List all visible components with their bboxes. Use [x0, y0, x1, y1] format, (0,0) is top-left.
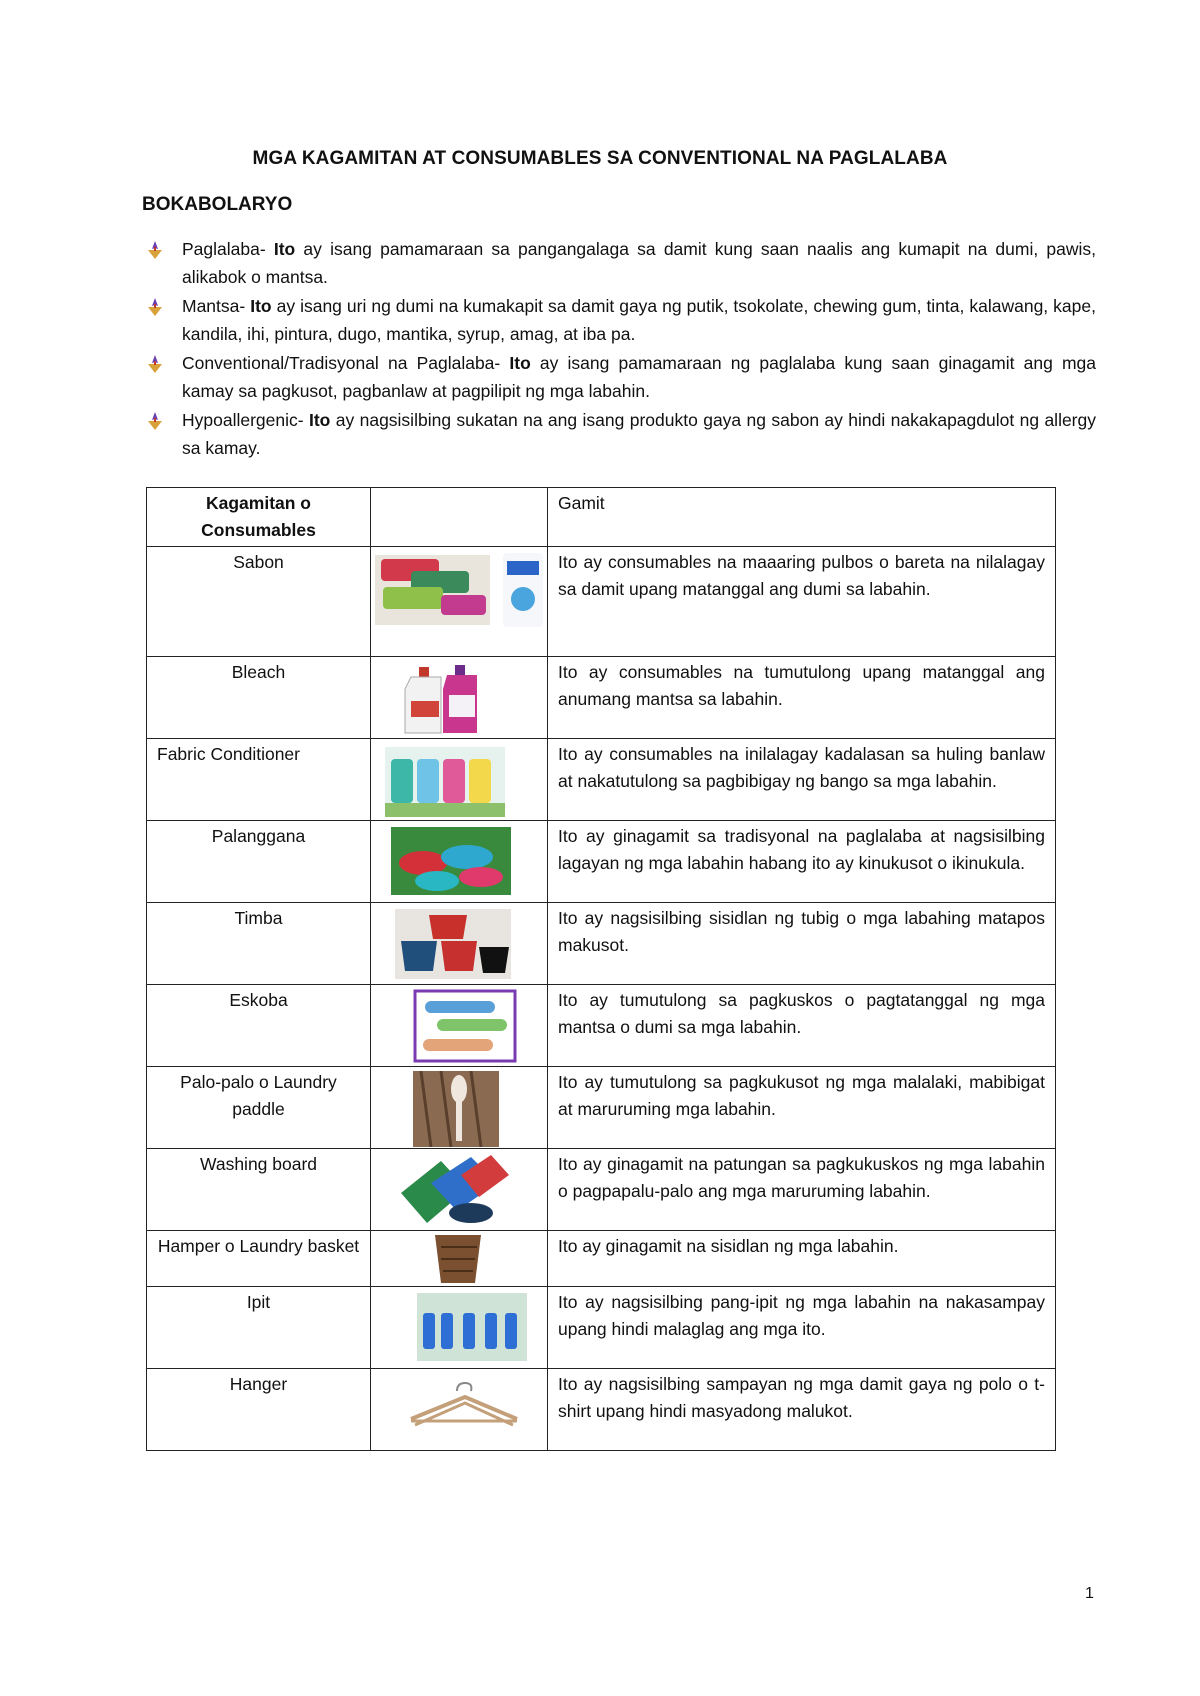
item-name: Bleach	[147, 657, 371, 739]
table-row	[147, 1149, 1056, 1231]
vocabulary-item: Hypoallergenic- Ito ay nagsisilbing sukatan na ang isang produkto gaya ng sabon ay hindi nakakapagdulot ng allergy sa kamay.	[142, 407, 1096, 462]
item-name: Hamper o Laundry basket	[147, 1231, 371, 1287]
arrow-bullet-icon	[148, 412, 162, 430]
item-description: Ito ay ginagamit na patungan sa pagkukuskos ng mga labahin o pagpapalu-palo ang mga maruruming labahin.	[548, 1149, 1056, 1231]
item-name: Ipit	[147, 1287, 371, 1369]
item-name: Fabric Conditioner	[147, 739, 371, 821]
arrow-bullet-icon	[148, 241, 162, 259]
table-row	[147, 1067, 1056, 1149]
laundry-basket-icon	[371, 1231, 547, 1286]
item-description: Ito ay tumutulong sa pagkukusot ng mga malalaki, mabibigat at maruruming mga labahin.	[548, 1067, 1056, 1149]
item-description: Ito ay ginagamit na sisidlan ng mga labahin.	[548, 1231, 1056, 1287]
arrow-bullet-icon	[148, 298, 162, 316]
item-description: Ito ay ginagamit sa tradisyonal na paglalaba at nagsisilbing lagayan ng mga labahin habang ito ay kinukusot o ikinukula.	[548, 821, 1056, 903]
hanger-icon	[371, 1373, 547, 1445]
item-name: Sabon	[147, 547, 371, 657]
table-row	[147, 821, 1056, 903]
table-row	[147, 739, 1056, 821]
item-name: Palo-palo o Laundry paddle	[147, 1067, 371, 1149]
bucket-icon	[371, 907, 547, 981]
basin-icon	[371, 825, 547, 897]
item-name: Hanger	[147, 1369, 371, 1451]
item-description: Ito ay consumables na maaaring pulbos o bareta na nilalagay sa damit upang matanggal ang dumi sa labahin.	[548, 547, 1056, 657]
table-header-row	[147, 488, 1056, 547]
item-name: Palanggana	[147, 821, 371, 903]
bleach-icon	[371, 661, 547, 735]
item-name: Eskoba	[147, 985, 371, 1067]
soap-icon	[371, 551, 547, 629]
clothespin-icon	[371, 1291, 547, 1363]
vocabulary-item: Paglalaba- Ito ay isang pamamaraan sa pangangalaga sa damit kung saan naalis ang kumapit na dumi, pawis, alikabok o mantsa.	[142, 236, 1096, 291]
paddle-icon	[371, 1071, 547, 1147]
table-row	[147, 903, 1056, 985]
item-name: Washing board	[147, 1149, 371, 1231]
item-description: Ito ay nagsisilbing sisidlan ng tubig o mga labahing matapos makusot.	[548, 903, 1056, 985]
vocabulary-list	[142, 236, 1096, 464]
vocabulary-item: Conventional/Tradisyonal na Paglalaba- Ito ay isang pamamaraan ng paglalaba kung saan ginagamit ang mga kamay sa pagkusot, pagbanlaw at pagpilipit ng mga labahin.	[142, 350, 1096, 405]
item-description: Ito ay nagsisilbing pang-ipit ng mga labahin na nakasampay upang hindi malaglag ang mga ito.	[548, 1287, 1056, 1369]
table-row	[147, 1231, 1056, 1287]
header-item: Kagamitan o Consumables	[147, 488, 371, 547]
table-row	[147, 547, 1056, 657]
page-number: 1	[1085, 1585, 1094, 1602]
fabric-conditioner-icon	[371, 743, 547, 819]
brush-icon	[371, 989, 547, 1065]
header-image	[371, 488, 548, 547]
item-description: Ito ay nagsisilbing sampayan ng mga damit gaya ng polo o t-shirt upang hindi masyadong malukot.	[548, 1369, 1056, 1451]
table-row	[147, 1287, 1056, 1369]
item-description: Ito ay consumables na tumutulong upang matanggal ang anumang mantsa sa labahin.	[548, 657, 1056, 739]
header-use: Gamit	[548, 488, 1056, 547]
vocabulary-item: Mantsa- Ito ay isang uri ng dumi na kumakapit sa damit gaya ng putik, tsokolate, chewing gum, tinta, kalawang, kape, kandila, ihi, pintura, dugo, mantika, syrup, amag, at iba pa.	[142, 293, 1096, 348]
vocabulary-heading: BOKABOLARYO	[142, 194, 293, 215]
table-row	[147, 985, 1056, 1067]
document-title: MGA KAGAMITAN AT CONSUMABLES SA CONVENTIONAL NA PAGLALABA	[252, 148, 948, 169]
item-description: Ito ay tumutulong sa pagkuskos o pagtatanggal ng mga mantsa o dumi sa mga labahin.	[548, 985, 1056, 1067]
washing-board-icon	[371, 1153, 547, 1229]
arrow-bullet-icon	[148, 355, 162, 373]
table-row	[147, 657, 1056, 739]
table-row	[147, 1369, 1056, 1451]
item-name: Timba	[147, 903, 371, 985]
item-description: Ito ay consumables na inilalagay kadalasan sa huling banlaw at nakatutulong sa pagbibigay ng bango sa mga labahin.	[548, 739, 1056, 821]
items-table	[146, 487, 1056, 1451]
